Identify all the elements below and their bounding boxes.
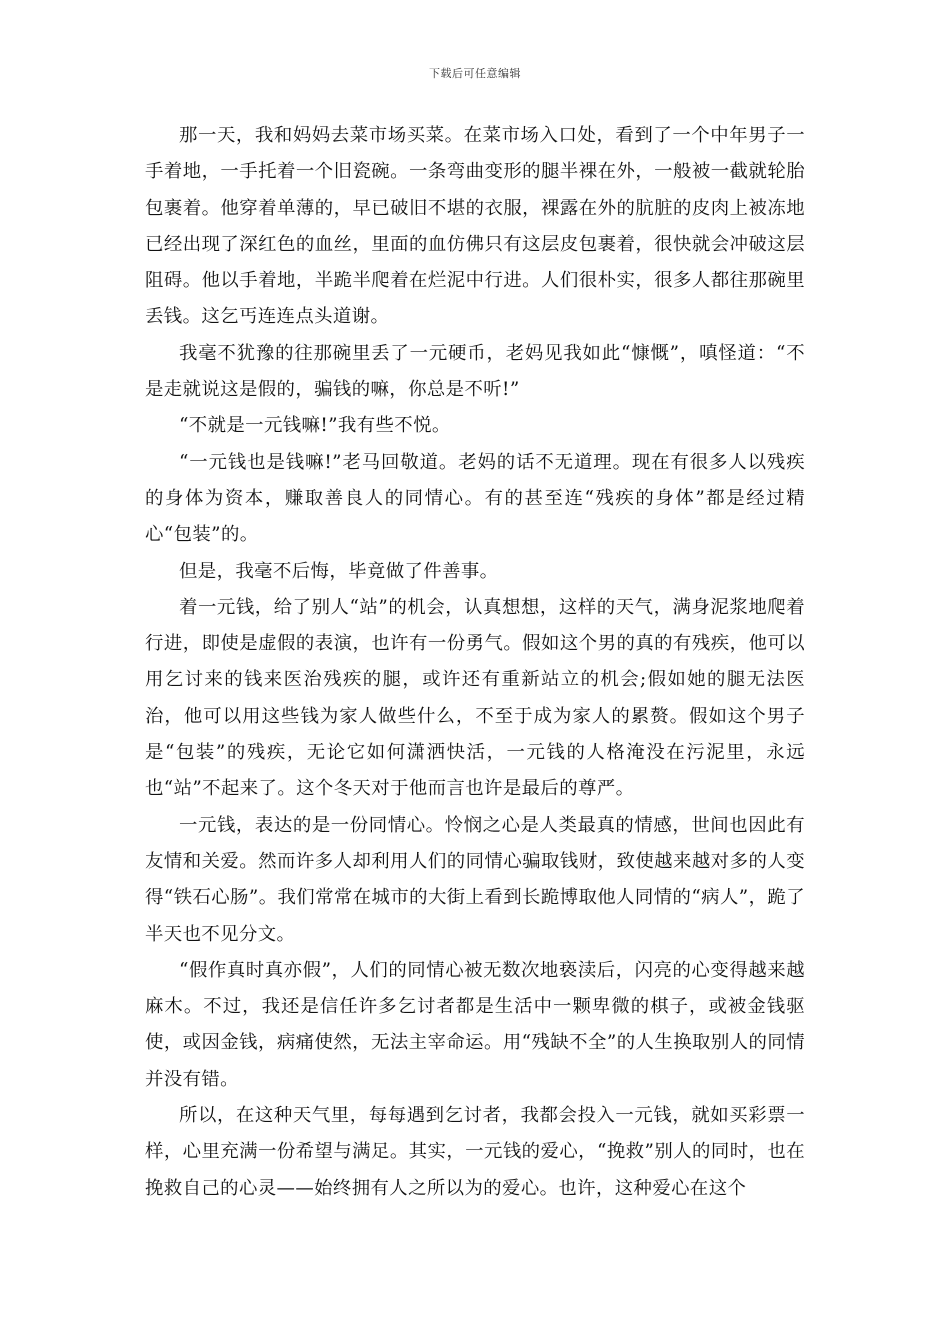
paragraph-4: “一元钱也是钱嘛!”老马回敬道。老妈的话不无道理。现在有很多人以残疾的身体为资本，赚取善良人的同情心。有的甚至连“残疾的身体”都是经过精心“包装”的。: [145, 451, 805, 546]
paragraph-6: 着一元钱，给了别人“站”的机会，认真想想，这样的天气，满身泥浆地爬着行进，即使是虚假的表演，也许有一份勇气。假如这个男的真的有残疾，他可以用乞讨来的钱来医治残疾的腿，或许还有重新站立的机会;假如她的腿无法医治，他可以用这些钱为家人做些什么，不至于成为家人的累赘。假如这个男子是“包装”的残疾，无论它如何潇洒快活，一元钱的人格淹没在污泥里，永远也“站”不起来了。这个冬天对于他而言也许是最后的尊严。: [145, 596, 805, 800]
paragraph-3: “不就是一元钱嘛!”我有些不悦。: [179, 415, 451, 437]
paragraph-5: 但是，我毫不后悔，毕竟做了件善事。: [179, 560, 499, 582]
paragraph-7: 一元钱，表达的是一份同情心。怜悯之心是人类最真的情感，世间也因此有友情和关爱。然而许多人却利用人们的同情心骗取钱财，致使越来越对多的人变得“铁石心肠”。我们常常在城市的大街上看到长跪博取他人同情的“病人”，跪了半天也不见分文。: [145, 814, 805, 945]
paragraph-8: “假作真时真亦假”，人们的同情心被无数次地亵渎后，闪亮的心变得越来越麻木。不过，我还是信任许多乞讨者都是生活中一颗卑微的棋子，或被金钱驱使，或因金钱，病痛使然，无法主宰命运。用“残缺不全”的人生换取别人的同情并没有错。: [145, 959, 805, 1090]
paragraph-1: 那一天，我和妈妈去菜市场买菜。在菜市场入口处，看到了一个中年男子一手着地，一手托着一个旧瓷碗。一条弯曲变形的腿半裸在外，一般被一截就轮胎包裹着。他穿着单薄的，早已破旧不堪的衣服，裸露在外的肮脏的皮肉上被冻地已经出现了深红色的血丝，里面的血仿佛只有这层皮包裹着，很快就会冲破这层阻碍。他以手着地，半跪半爬着在烂泥中行进。人们很朴实，很多人都往那碗里丢钱。这乞丐连连点头道谢。: [145, 125, 805, 328]
page-header: 下载后可任意编辑: [429, 67, 521, 80]
paragraph-2: 我毫不犹豫的往那碗里丢了一元硬币，老妈见我如此“慷慨”，嗔怪道：“不是走就说这是假的，骗钱的嘛，你总是不听!”: [145, 342, 805, 401]
paragraph-9: 所以，在这种天气里，每每遇到乞讨者，我都会投入一元钱，就如买彩票一样，心里充满一份希望与满足。其实，一元钱的爱心，“挽救”别人的同时，也在挽救自己的心灵——始终拥有人之所以为的爱心。也许，这种爱心在这个: [145, 1105, 805, 1199]
document-body: [145, 118, 805, 1207]
